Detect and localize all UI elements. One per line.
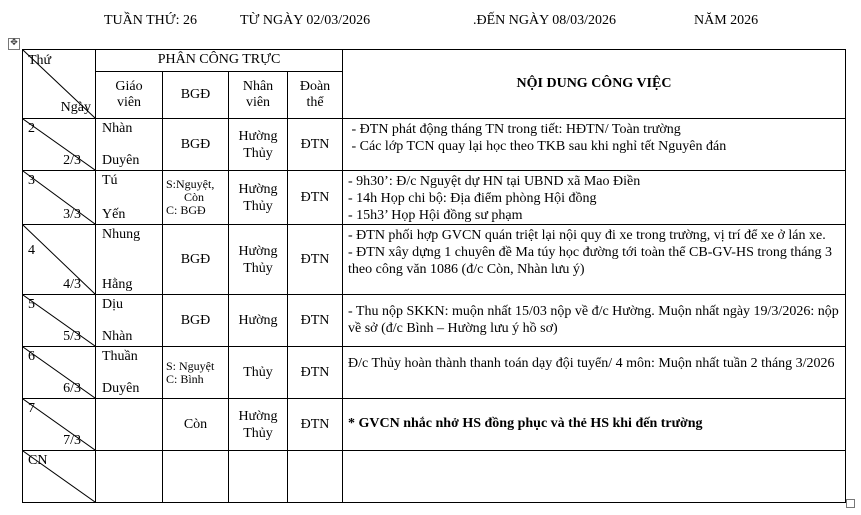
teacher-cell — [96, 295, 163, 347]
staff-cell: Hường Thủy — [229, 119, 288, 171]
header-year: NĂM 2026 — [694, 13, 759, 28]
teacher-2: Hằng — [102, 277, 133, 292]
day-cell — [23, 171, 96, 225]
teacher-1: Thuần — [102, 349, 138, 364]
day-cell — [23, 399, 96, 451]
content-cell — [343, 171, 846, 225]
noi-dung-header: NỘI DUNG CÔNG VIỆC — [343, 50, 846, 119]
teacher-cell — [96, 399, 163, 451]
content-line: - 15h3’ Họp Hội đồng sư phạm — [348, 208, 523, 223]
content-cell — [343, 119, 846, 171]
teacher-1: Nhàn — [102, 121, 133, 136]
header-week: TUẦN THỨ: 26 — [104, 13, 198, 28]
table-row — [23, 347, 846, 399]
day-number: CN — [28, 453, 48, 468]
day-cell — [23, 295, 96, 347]
staff-cell: Hường Thủy — [229, 399, 288, 451]
table-resize-handle[interactable] — [846, 499, 855, 508]
header-row-1 — [23, 50, 846, 72]
content-cell — [343, 399, 846, 451]
union-cell: ĐTN — [288, 399, 343, 451]
day-date: 5/3 — [63, 329, 81, 344]
bgd-cell: S:Nguyệt, Còn C: BGĐ — [163, 171, 229, 225]
day-number: 6 — [28, 349, 35, 364]
doan-the-header: Đoàn thể — [288, 72, 343, 119]
content-cell — [343, 347, 846, 399]
staff-cell — [229, 451, 288, 503]
day-date: 7/3 — [63, 433, 81, 448]
teacher-cell — [96, 225, 163, 295]
day-cell — [23, 225, 96, 295]
day-date: 6/3 — [63, 381, 81, 396]
teacher-1: Nhung — [102, 227, 141, 242]
giao-vien-header: Giáo viên — [96, 72, 163, 119]
union-cell: ĐTN — [288, 119, 343, 171]
union-cell: ĐTN — [288, 225, 343, 295]
union-cell — [288, 451, 343, 503]
day-cell — [23, 347, 96, 399]
staff-cell: Hường Thủy — [229, 171, 288, 225]
staff-cell: Thủy — [229, 347, 288, 399]
teacher-2: Duyên — [102, 381, 140, 396]
day-cell — [23, 119, 96, 171]
content-line: - Thu nộp SKKN: muộn nhất 15/03 nộp về đ/c Hường. Muộn nhất ngày 19/3/2026: nộp về sở (đ/c Bình – Hường lưu ý hồ sơ) — [348, 304, 839, 336]
content-cell — [343, 295, 846, 347]
day-number: 5 — [28, 297, 35, 312]
thu-label: Thứ — [28, 53, 52, 68]
day-date: 3/3 — [63, 207, 81, 222]
bgd-cell: BGĐ — [163, 119, 229, 171]
phan-cong-truc-header: PHÂN CÔNG TRỰC — [96, 50, 343, 72]
content-cell — [343, 451, 846, 503]
union-cell: ĐTN — [288, 295, 343, 347]
table-row — [23, 225, 846, 295]
day-number: 3 — [28, 173, 35, 188]
table-row — [23, 295, 846, 347]
table-row — [23, 451, 846, 503]
bgd-cell — [163, 451, 229, 503]
content-line: - ĐTN xây dựng 1 chuyên đề Ma túy học đường tới toàn thể CB-GV-HS trong tháng 3 theo công văn 1086 (đ/c Còn, Nhàn lưu ý) — [348, 245, 833, 277]
bgd-cell: BGĐ — [163, 225, 229, 295]
teacher-1: Dịu — [102, 297, 123, 312]
bgd-cell: Còn — [163, 399, 229, 451]
bgd-header: BGĐ — [163, 72, 229, 119]
day-date: 2/3 — [63, 153, 81, 168]
staff-cell: Hường Thủy — [229, 225, 288, 295]
diagonal-divider — [23, 225, 95, 294]
content-line: - Các lớp TCN quay lại học theo TKB sau khi nghỉ tết Nguyên đán — [348, 139, 727, 154]
content-line: * GVCN nhắc nhở HS đồng phục và thẻ HS khi đến trường — [348, 416, 703, 431]
teacher-cell — [96, 451, 163, 503]
header-from-date: TỪ NGÀY 02/03/2026 — [240, 13, 371, 28]
content-line: - 14h Họp chi bộ: Địa điểm phòng Hội đồng — [348, 191, 597, 206]
content-line: - 9h30’: Đ/c Nguyệt dự HN tại UBND xã Mao Điền — [348, 174, 641, 189]
day-date: 4/3 — [63, 277, 81, 292]
table-move-handle-icon[interactable]: ✥ — [8, 38, 20, 50]
union-cell: ĐTN — [288, 347, 343, 399]
teacher-cell — [96, 347, 163, 399]
bgd-cell: S: Nguyệt C: Bình — [163, 347, 229, 399]
teacher-1: Tú — [102, 173, 118, 188]
ngay-label: Ngày — [60, 100, 91, 115]
nhan-vien-header: Nhân viên — [229, 72, 288, 119]
header-to-date: .ĐẾN NGÀY 08/03/2026 — [473, 13, 616, 28]
table-row — [23, 171, 846, 225]
teacher-cell — [96, 171, 163, 225]
staff-cell: Hường — [229, 295, 288, 347]
content-line: - ĐTN phối hợp GVCN quán triệt lại nội quy đi xe trong trường, vị trí để xe ở lán xe. — [348, 228, 826, 243]
teacher-2: Duyên — [102, 153, 140, 168]
day-number: 7 — [28, 401, 35, 416]
content-line: Đ/c Thủy hoàn thành thanh toán dạy đội tuyển/ 4 môn: Muộn nhất tuần 2 tháng 3/2026 — [348, 356, 835, 371]
day-number: 2 — [28, 121, 35, 136]
duty-schedule-table — [22, 49, 846, 503]
teacher-cell — [96, 119, 163, 171]
teacher-2: Nhàn — [102, 329, 133, 344]
table-row — [23, 119, 846, 171]
table-row — [23, 399, 846, 451]
union-cell: ĐTN — [288, 171, 343, 225]
thu-ngay-header — [23, 50, 96, 119]
day-cell — [23, 451, 96, 503]
bgd-cell: BGĐ — [163, 295, 229, 347]
content-cell — [343, 225, 846, 295]
day-number: 4 — [28, 243, 35, 258]
teacher-2: Yến — [102, 207, 126, 222]
content-line: - ĐTN phát động tháng TN trong tiết: HĐTN/ Toàn trường — [348, 122, 681, 137]
